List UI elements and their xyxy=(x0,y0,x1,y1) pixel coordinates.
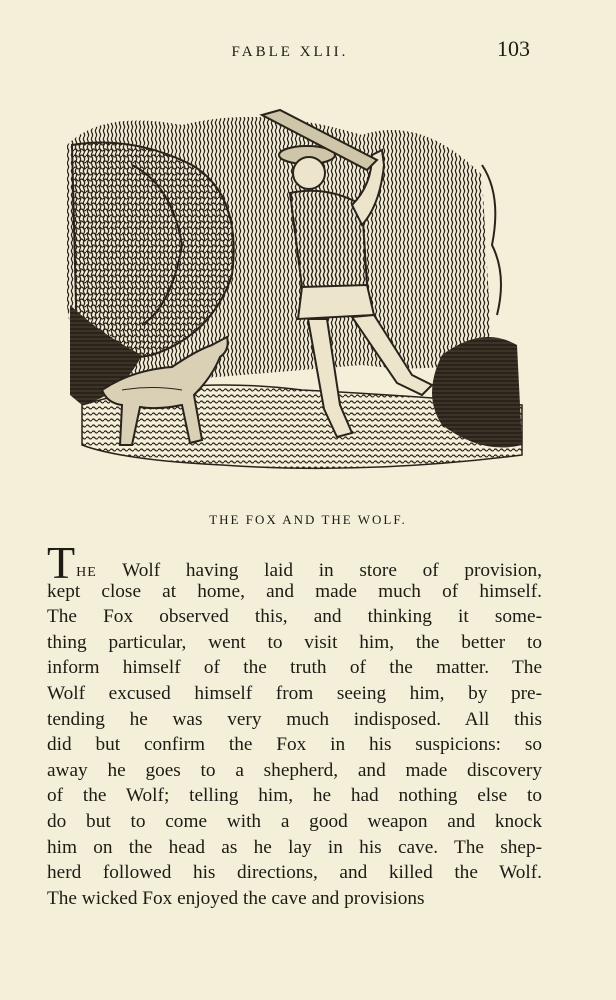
text-line: do but to come with a good weapon and knock xyxy=(47,810,542,832)
text-line: The wicked Fox enjoyed the cave and provisions xyxy=(47,887,425,909)
text-line: inform himself of the truth of the matter. The xyxy=(47,657,542,679)
running-title: FABLE XLII. xyxy=(231,44,349,60)
text-line: The Fox observed this, and thinking it some- xyxy=(47,606,542,628)
woodcut-illustration xyxy=(62,105,528,480)
fable-text xyxy=(47,537,542,911)
small-caps-word: HE xyxy=(76,565,97,580)
text-line: kept close at home, and made much of himself. xyxy=(47,580,542,602)
text-line: thing particular, went to visit him, the better to xyxy=(47,631,542,653)
text-line: did but confirm the Fox in his suspicions: so xyxy=(47,734,542,756)
text-line: of the Wolf; telling him, he had nothing else to xyxy=(47,785,542,807)
text-line: away he goes to a shepherd, and made discovery xyxy=(47,759,542,781)
text-line: tending he was very much indisposed. All this xyxy=(47,708,542,730)
text-line: him on the head as he lay in his cave. The shep- xyxy=(47,836,542,858)
text-line: THE Wolf having laid in store of provision, xyxy=(47,537,542,588)
drop-cap: T xyxy=(47,537,76,588)
text-line: Wolf excused himself from seeing him, by pre- xyxy=(47,682,542,704)
page-number: 103 xyxy=(497,36,530,61)
illustration-caption: THE FOX AND THE WOLF. xyxy=(209,512,407,527)
text-line: herd followed his directions, and killed the Wolf. xyxy=(47,862,542,884)
